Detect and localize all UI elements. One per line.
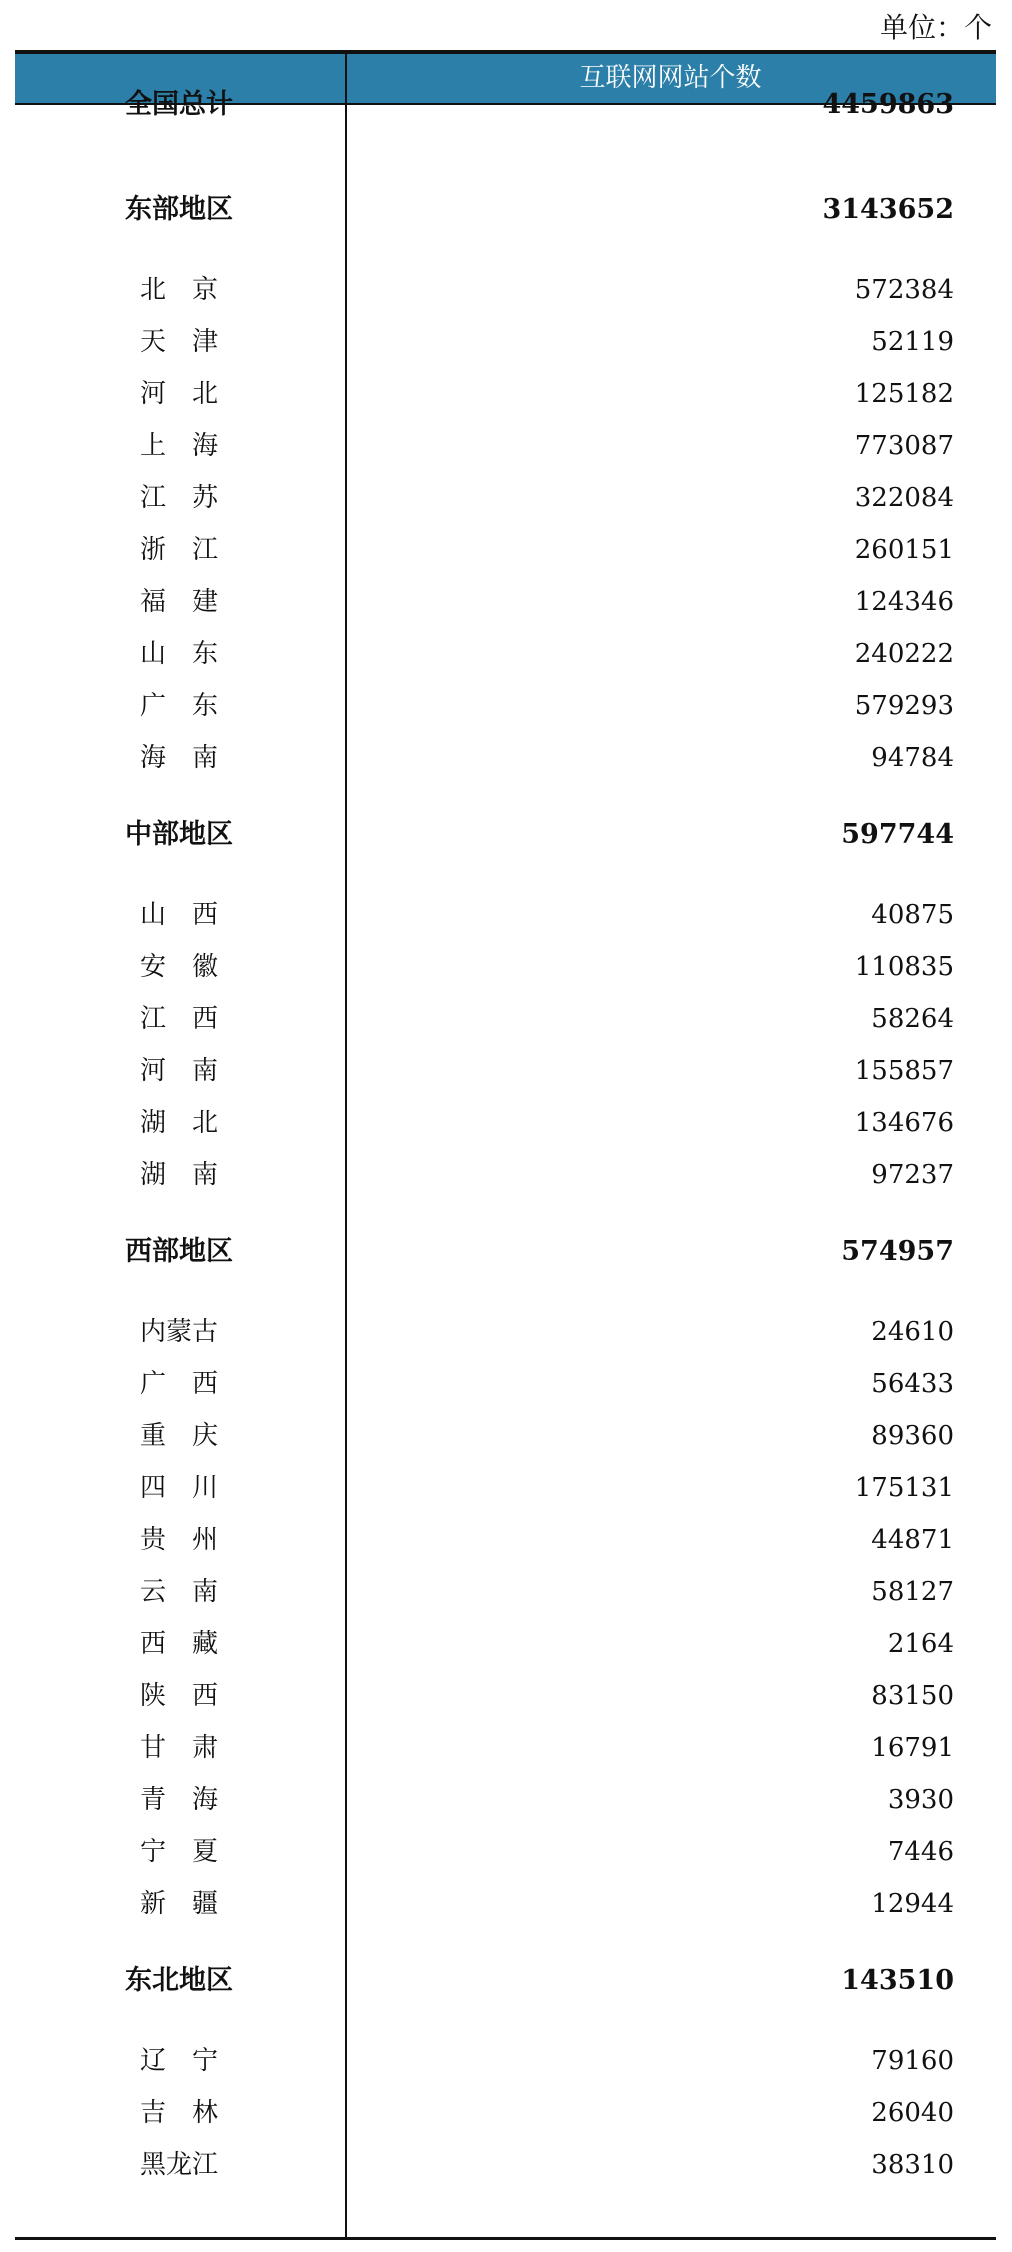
- province-row: [15, 1097, 996, 1149]
- province-row: [15, 472, 996, 524]
- region-name: 东部地区: [125, 194, 233, 225]
- column-header-website-count: 互联网网站个数: [579, 63, 762, 93]
- province-name: 山 西: [140, 900, 219, 930]
- website-count-value: 773087: [854, 431, 954, 461]
- province-row: [15, 732, 996, 784]
- website-count-value: 16791: [871, 1733, 954, 1763]
- province-row: [15, 316, 996, 368]
- province-name: 新 疆: [140, 1889, 219, 1919]
- province-name: 湖 北: [140, 1108, 219, 1138]
- website-count-value: 579293: [854, 691, 954, 721]
- website-count-value: 52119: [871, 327, 954, 357]
- unit-label: 单位：个: [879, 11, 992, 44]
- province-name: 甘 肃: [140, 1733, 219, 1763]
- website-count-value: 7446: [887, 1837, 954, 1867]
- website-count-value: 322084: [854, 483, 954, 513]
- website-count-value: 3930: [887, 1785, 954, 1815]
- province-row: [15, 889, 996, 941]
- website-count-value: 134676: [854, 1108, 954, 1138]
- province-row: [15, 628, 996, 680]
- province-name: 山 东: [140, 639, 219, 669]
- province-name: 湖 南: [140, 1160, 219, 1190]
- province-name: 河 北: [140, 379, 219, 409]
- website-count-value: 597744: [841, 819, 954, 850]
- website-count-value: 2164: [887, 1629, 954, 1659]
- region-name: 西部地区: [125, 1236, 233, 1267]
- website-count-value: 125182: [854, 379, 954, 409]
- province-name: 内蒙古: [140, 1317, 219, 1347]
- province-row: [15, 1514, 996, 1566]
- region-total-row: [15, 184, 996, 236]
- website-count-value: 58127: [871, 1577, 954, 1607]
- table-bottom-rule: [15, 2237, 996, 2240]
- province-row: [15, 264, 996, 316]
- website-count-value: 44871: [871, 1525, 954, 1555]
- website-count-value: 3143652: [822, 194, 954, 225]
- province-name: 陕 西: [140, 1681, 219, 1711]
- website-count-value: 124346: [854, 587, 954, 617]
- province-name: 宁 夏: [140, 1837, 219, 1867]
- website-count-value: 240222: [854, 639, 954, 669]
- province-row: [15, 368, 996, 420]
- website-count-value: 94784: [871, 743, 954, 773]
- province-name: 广 东: [140, 691, 219, 721]
- column-divider: [345, 50, 347, 2240]
- province-name: 海 南: [140, 743, 219, 773]
- website-count-value: 12944: [871, 1889, 954, 1919]
- website-count-value: 79160: [871, 2046, 954, 2076]
- website-count-value: 574957: [841, 1236, 954, 1267]
- website-count-value: 4459863: [822, 89, 954, 120]
- province-row: [15, 1774, 996, 1826]
- province-row: [15, 1618, 996, 1670]
- province-row: [15, 941, 996, 993]
- province-name: 天 津: [140, 327, 219, 357]
- region-total-row: [15, 1226, 996, 1278]
- region-total-row: [15, 1955, 996, 2007]
- region-total-row: [15, 79, 996, 131]
- website-count-value: 97237: [871, 1160, 954, 1190]
- province-name: 河 南: [140, 1056, 219, 1086]
- province-row: [15, 420, 996, 472]
- province-name: 黑龙江: [140, 2150, 219, 2180]
- website-count-value: 83150: [871, 1681, 954, 1711]
- province-row: [15, 680, 996, 732]
- province-name: 浙 江: [140, 535, 219, 565]
- website-count-value: 24610: [871, 1317, 954, 1347]
- website-count-value: 38310: [871, 2150, 954, 2180]
- website-count-value: 175131: [854, 1473, 954, 1503]
- province-row: [15, 1722, 996, 1774]
- region-name: 中部地区: [125, 819, 233, 850]
- province-row: [15, 1358, 996, 1410]
- website-count-value: 110835: [854, 952, 954, 982]
- province-row: [15, 576, 996, 628]
- province-row: [15, 993, 996, 1045]
- website-count-value: 40875: [871, 900, 954, 930]
- province-row: [15, 1566, 996, 1618]
- province-row: [15, 2139, 996, 2191]
- website-count-value: 572384: [854, 275, 954, 305]
- region-name: 全国总计: [125, 89, 233, 120]
- province-row: [15, 1149, 996, 1201]
- province-name: 重 庆: [140, 1421, 219, 1451]
- website-count-value: 143510: [841, 1965, 954, 1996]
- province-row: [15, 1410, 996, 1462]
- province-row: [15, 1670, 996, 1722]
- website-count-value: 56433: [871, 1369, 954, 1399]
- province-row: [15, 1306, 996, 1358]
- website-count-value: 58264: [871, 1004, 954, 1034]
- province-name: 广 西: [140, 1369, 219, 1399]
- province-row: [15, 2087, 996, 2139]
- province-name: 安 徽: [140, 952, 219, 982]
- province-row: [15, 524, 996, 576]
- province-row: [15, 1878, 996, 1930]
- website-count-value: 155857: [854, 1056, 954, 1086]
- province-name: 西 藏: [140, 1629, 219, 1659]
- province-name: 福 建: [140, 587, 219, 617]
- province-name: 四 川: [140, 1473, 219, 1503]
- region-name: 东北地区: [125, 1965, 233, 1996]
- website-count-value: 89360: [871, 1421, 954, 1451]
- province-name: 北 京: [140, 275, 219, 305]
- province-name: 青 海: [140, 1785, 219, 1815]
- province-name: 云 南: [140, 1577, 219, 1607]
- province-name: 上 海: [140, 431, 219, 461]
- province-name: 贵 州: [140, 1525, 219, 1555]
- province-row: [15, 1462, 996, 1514]
- website-count-value: 26040: [871, 2098, 954, 2128]
- province-row: [15, 2035, 996, 2087]
- website-count-value: 260151: [854, 535, 954, 565]
- region-total-row: [15, 809, 996, 861]
- data-table: [15, 50, 996, 2240]
- province-name: 江 西: [140, 1004, 219, 1034]
- province-name: 吉 林: [140, 2098, 219, 2128]
- province-row: [15, 1045, 996, 1097]
- province-name: 江 苏: [140, 483, 219, 513]
- province-row: [15, 1826, 996, 1878]
- province-name: 辽 宁: [140, 2046, 219, 2076]
